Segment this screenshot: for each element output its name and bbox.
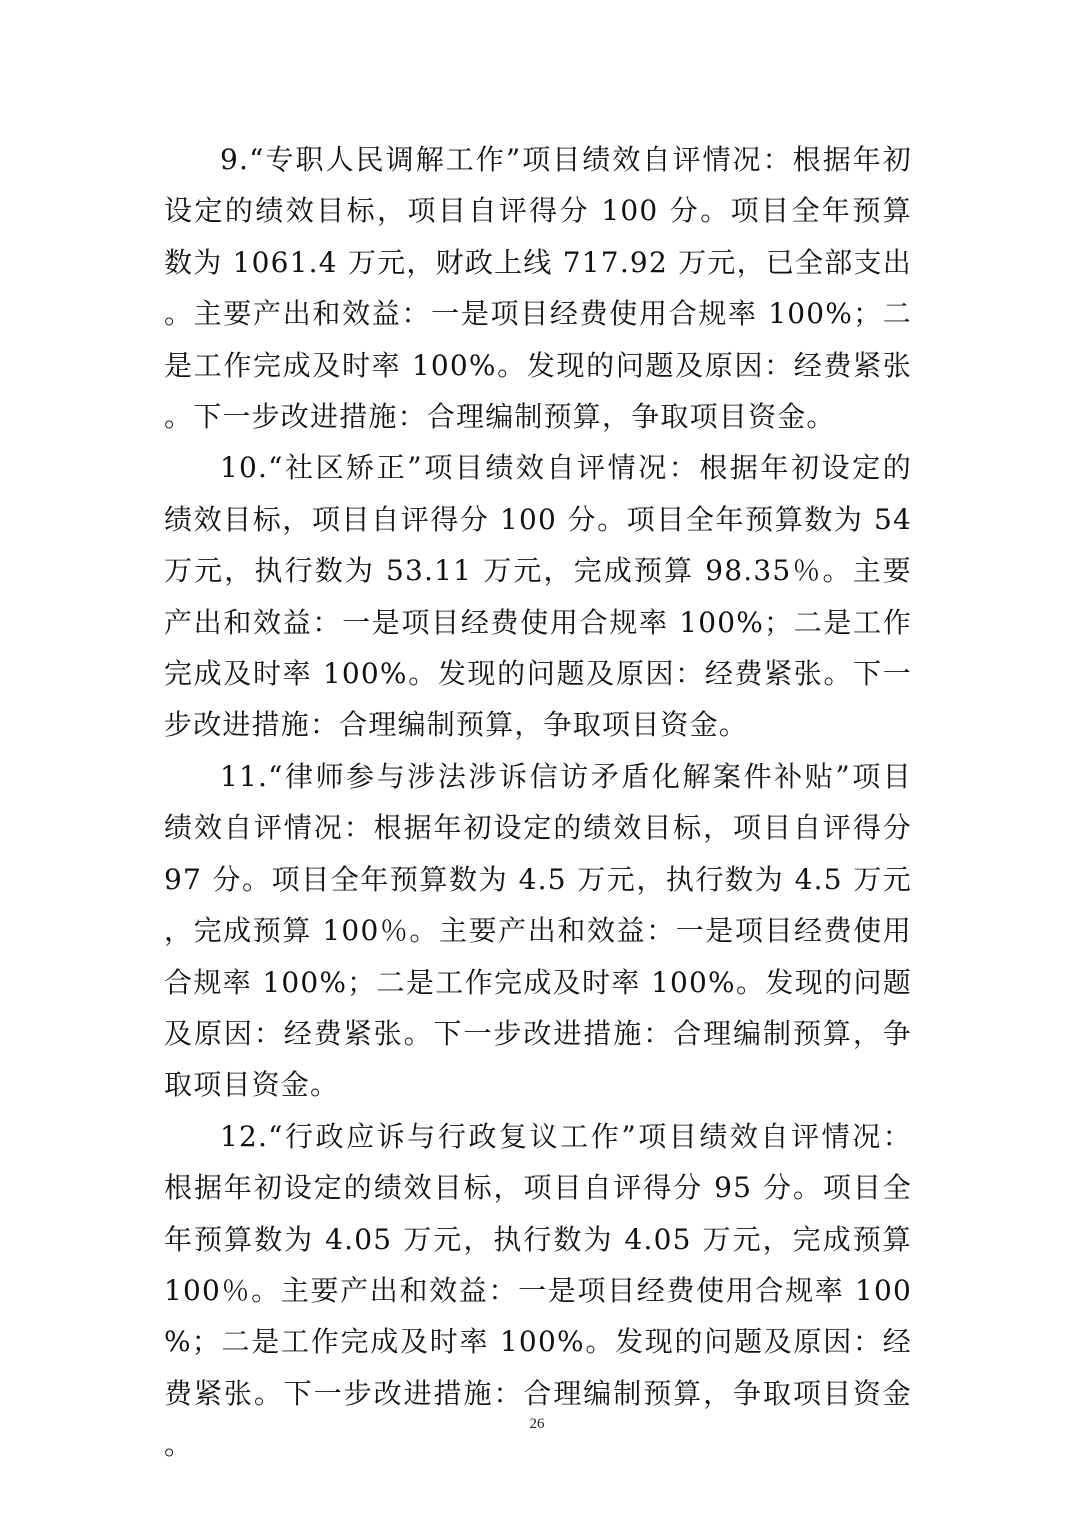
paragraph-item-11: 11.“律师参与涉法涉诉信访矛盾化解案件补贴”项目绩效自评情况：根据年初设定的绩效目标，项目自评得分 97 分。项目全年预算数为 4.5 万元，执行数为 4.5 万元，完成预算 100％。主要产出和效益：一是项目经费使用合规率 100%；二是工作完成及时率 100%。发现的问题及原因：经费紧张。下一步改进措施：合理编制预算，争取项目资金。	[164, 759, 912, 1102]
paragraph-item-9: 9.“专职人民调解工作”项目绩效自评情况：根据年初设定的绩效目标，项目自评得分 100 分。项目全年预算数为 1061.4 万元，财政上线 717.92 万元，已全部支出。主要产出和效益：一是项目经费使用合规率 100%；二是工作完成及时率 100%。发现的问题及原因：经费紧张。下一步改进措施：合理编制预算，争取项目资金。	[164, 143, 912, 434]
paragraph-item-10: 10.“社区矫正”项目绩效自评情况：根据年初设定的绩效目标，项目自评得分 100 分。项目全年预算数为 54 万元，执行数为 53.11 万元，完成预算 98.35％。主要产出和效益：一是项目经费使用合规率 100%；二是工作完成及时率 100%。发现的问题及原因：经费紧张。下一步改进措施：合理编制预算，争取项目资金。	[164, 451, 912, 742]
document-body	[164, 134, 912, 1471]
paragraph-item-12: 12.“行政应诉与行政复议工作”项目绩效自评情况：根据年初设定的绩效目标，项目自评得分 95 分。项目全年预算数为 4.05 万元，执行数为 4.05 万元，完成预算 100％。主要产出和效益：一是项目经费使用合规率 100%；二是工作完成及时率 100%。发现的问题及原因：经费紧张。下一步改进措施：合理编制预算，争取项目资金。	[164, 1119, 912, 1462]
page-number: 26	[529, 1416, 545, 1432]
